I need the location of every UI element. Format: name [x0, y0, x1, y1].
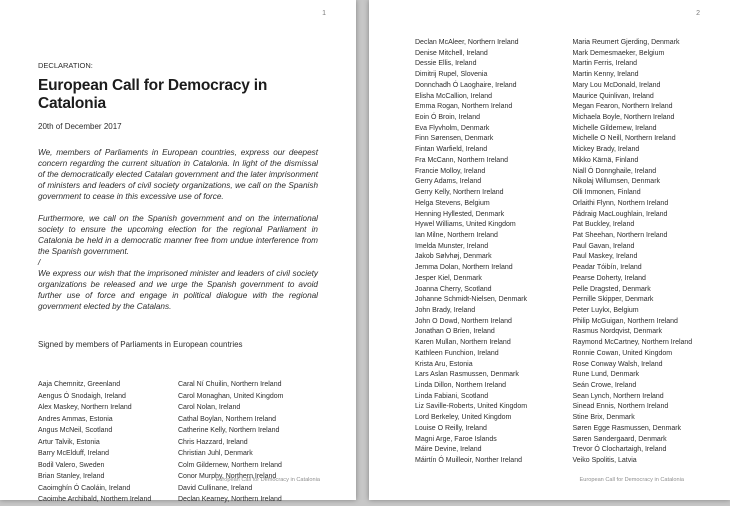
signatory-column-1: [38, 379, 178, 506]
signatory: Artur Talvik, Estonia: [38, 437, 178, 449]
signatory: Pernille Skipper, Denmark: [573, 295, 730, 306]
signatory: Caral Ní Chuilin, Northern Ireland: [178, 379, 318, 391]
signatory: Maurice Quinlivan, Ireland: [573, 92, 730, 103]
page-1-content: [0, 0, 356, 506]
page-2-signatory-columns: [369, 0, 730, 467]
signatory: Karen Mullan, Northern Ireland: [415, 338, 573, 349]
signatory: Martin Kenny, Ireland: [573, 70, 730, 81]
signatory: Caoimhe Archibald, Northern Ireland: [38, 494, 178, 506]
paragraph-1: We, members of Parliaments in European countries, express our deepest concern regarding the current situation in Catalonia. In light of the dismissal of the democratically elected Catalan government and the later imprisonment of ministers and leaders of civil society organizations, we call on the Spanish government to cease in this excessive use of force.: [38, 147, 318, 202]
signatory: Rasmus Nordqvist, Denmark: [573, 327, 730, 338]
signatory: Raymond McCartney, Northern Ireland: [573, 338, 730, 349]
signatory: Michaela Boyle, Northern Ireland: [573, 113, 730, 124]
signatory: Megan Fearon, Northern Ireland: [573, 102, 730, 113]
signatory: Orlaithi Flynn, Northern Ireland: [573, 199, 730, 210]
page-1: [0, 0, 356, 500]
signatory: Mickey Brady, Ireland: [573, 145, 730, 156]
signatory: Eoin Ó Broin, Ireland: [415, 113, 573, 124]
signatory: Jemma Dolan, Northern Ireland: [415, 263, 573, 274]
signatory: Sean Lynch, Northern Ireland: [573, 392, 730, 403]
signatory: Cathal Boylan, Northern Ireland: [178, 414, 318, 426]
signatory: Magni Arge, Faroe Islands: [415, 435, 573, 446]
signatory: Elisha McCallion, Ireland: [415, 92, 573, 103]
signatory: Andres Ammas, Estonia: [38, 414, 178, 426]
page-1-signatory-columns: [38, 379, 318, 506]
signatory: Carol Nolan, Ireland: [178, 402, 318, 414]
signatory: Ronnie Cowan, United Kingdom: [573, 349, 730, 360]
signatory: Jakob Sølvhøj, Denmark: [415, 252, 573, 263]
signed-by-line: Signed by members of Parliaments in European countries: [38, 340, 318, 349]
signatory: Louise O Reilly, Ireland: [415, 424, 573, 435]
signatory-column-4: [573, 38, 730, 467]
signatory: John Brady, Ireland: [415, 306, 573, 317]
signatory: Michelle Gildernew, Ireland: [573, 124, 730, 135]
signatory: Finn Sørensen, Denmark: [415, 134, 573, 145]
signatory: Francie Molloy, Ireland: [415, 167, 573, 178]
signatory: Imelda Munster, Ireland: [415, 242, 573, 253]
signatory: Niall Ó Donnghaile, Ireland: [573, 167, 730, 178]
signatory: Fintan Warfield, Ireland: [415, 145, 573, 156]
signatory: Caoimghín Ó Caoláin, Ireland: [38, 483, 178, 495]
signatory: Henning Hyllested, Denmark: [415, 210, 573, 221]
signatory: Máirtín Ó Muilleoir, Norther Ireland: [415, 456, 573, 467]
signatory-column-3: [415, 38, 573, 467]
signatory: Krista Aru, Estonia: [415, 360, 573, 371]
signatory: Pádraig MacLoughlain, Ireland: [573, 210, 730, 221]
signatory: Bodil Valero, Sweden: [38, 460, 178, 472]
signatory: Pelle Dragsted, Denmark: [573, 285, 730, 296]
signatory: Stine Brix, Denmark: [573, 413, 730, 424]
document-title: European Call for Democracy in Catalonia: [38, 77, 318, 113]
document-date: 20th of December 2017: [38, 122, 318, 131]
signatory: Gerry Kelly, Northern Ireland: [415, 188, 573, 199]
signatory: Trevor Ó Clochartaigh, Ireland: [573, 445, 730, 456]
signatory: Donnchadh Ó Laoghaire, Ireland: [415, 81, 573, 92]
signatory: Alex Maskey, Northern Ireland: [38, 402, 178, 414]
signatory: Catherine Kelly, Northern Ireland: [178, 425, 318, 437]
signatory: David Cullinane, Ireland: [178, 483, 318, 495]
signatory: Denise Mitchell, Ireland: [415, 49, 573, 60]
signatory: Rune Lund, Denmark: [573, 370, 730, 381]
page-1-number: 1: [322, 10, 326, 17]
signatory: John O Dowd, Northern Ireland: [415, 317, 573, 328]
signatory: Colm Gildernew, Northern Ireland: [178, 460, 318, 472]
signatory: Rose Conway Walsh, Ireland: [573, 360, 730, 371]
signatory: Philip McGuigan, Northern Ireland: [573, 317, 730, 328]
signatory: Mark Demesmaeker, Belgium: [573, 49, 730, 60]
signatory: Joanna Cherry, Scotland: [415, 285, 573, 296]
signatory: Maria Reumert Gjerding, Denmark: [573, 38, 730, 49]
signatory: Angus McNeil, Scotland: [38, 425, 178, 437]
signatory: Paul Maskey, Ireland: [573, 252, 730, 263]
declaration-kicker: DECLARATION:: [38, 61, 318, 70]
page-2-number: 2: [696, 10, 700, 17]
signatory-column-2: [178, 379, 318, 506]
signatory: Declan McAleer, Northern Ireland: [415, 38, 573, 49]
signatory: Gerry Adams, Ireland: [415, 177, 573, 188]
signatory: Dimitrij Rupel, Slovenia: [415, 70, 573, 81]
signatory: Lars Aslan Rasmussen, Denmark: [415, 370, 573, 381]
signatory: Aengus Ó Snodaigh, Ireland: [38, 391, 178, 403]
signatory: Lord Berkeley, United Kingdom: [415, 413, 573, 424]
signatory: Brian Stanley, Ireland: [38, 471, 178, 483]
signatory: Helga Stevens, Belgium: [415, 199, 573, 210]
signatory: Eva Flyvholm, Denmark: [415, 124, 573, 135]
signatory: Linda Dillon, Northern Ireland: [415, 381, 573, 392]
signatory: Dessie Ellis, Ireland: [415, 59, 573, 70]
signatory: Declan Kearney, Northern Ireland: [178, 494, 318, 506]
signatory: Máire Devine, Ireland: [415, 445, 573, 456]
signatory: Linda Fabiani, Scotland: [415, 392, 573, 403]
signatory: Søren Egge Rasmussen, Denmark: [573, 424, 730, 435]
signatory: Peadar Tóibín, Ireland: [573, 263, 730, 274]
signatory: Christian Juhl, Denmark: [178, 448, 318, 460]
signatory: Martin Ferris, Ireland: [573, 59, 730, 70]
signatory: Ian Milne, Northern Ireland: [415, 231, 573, 242]
signatory: Pat Buckley, Ireland: [573, 220, 730, 231]
slash-line: /: [38, 257, 318, 268]
signatory: Hywel Williams, United Kingdom: [415, 220, 573, 231]
signatory: Carol Monaghan, United Kingdom: [178, 391, 318, 403]
signatory: Michelle O Neill, Northern Ireland: [573, 134, 730, 145]
signatory: Seán Crowe, Ireland: [573, 381, 730, 392]
signatory: Paul Gavan, Ireland: [573, 242, 730, 253]
signatory: Jesper Kiel, Denmark: [415, 274, 573, 285]
paragraph-2: Furthermore, we call on the Spanish government and on the international society to ensure the upcoming election for the regional Parliament in Catalonia be held in a democratic manner free from undue interference from the Spanish government.: [38, 213, 318, 257]
signatory: Sinead Ennis, Northern Ireland: [573, 402, 730, 413]
page-2: [369, 0, 730, 500]
signatory: Pearse Doherty, Ireland: [573, 274, 730, 285]
signatory: Chris Hazzard, Ireland: [178, 437, 318, 449]
signatory: Søren Søndergaard, Denmark: [573, 435, 730, 446]
signatory: Emma Rogan, Northern Ireland: [415, 102, 573, 113]
signatory: Liz Saville-Roberts, United Kingdom: [415, 402, 573, 413]
signatory: Mikko Kärnä, Finland: [573, 156, 730, 167]
signatory: Kathleen Funchion, Ireland: [415, 349, 573, 360]
signatory: Johanne Schmidt-Nielsen, Denmark: [415, 295, 573, 306]
signatory: Veiko Spolitis, Latvia: [573, 456, 730, 467]
signatory: Olli Immonen, Finland: [573, 188, 730, 199]
page-1-footer: European Call for Democracy in Catalonia: [216, 477, 320, 483]
paragraph-3: We express our wish that the imprisoned minister and leaders of civil society organizations be released and we urge the Spanish government to avoid further use of force and engage in political dialogue with the regional government elected by the Catalans.: [38, 268, 318, 312]
signatory: Nikolaj Willumsen, Denmark: [573, 177, 730, 188]
signatory: Pat Sheehan, Northern Ireland: [573, 231, 730, 242]
page-2-footer: European Call for Democracy in Catalonia: [580, 477, 684, 483]
signatory: Peter Luykx, Belgium: [573, 306, 730, 317]
signatory: Jonathan O Brien, Ireland: [415, 327, 573, 338]
signatory: Mary Lou McDonald, Ireland: [573, 81, 730, 92]
signatory: Fra McCann, Northern Ireland: [415, 156, 573, 167]
signatory: Barry McElduff, Ireland: [38, 448, 178, 460]
signatory: Conor Murphy, Northern Ireland: [178, 471, 318, 483]
signatory: Aaja Chemnitz, Greenland: [38, 379, 178, 391]
